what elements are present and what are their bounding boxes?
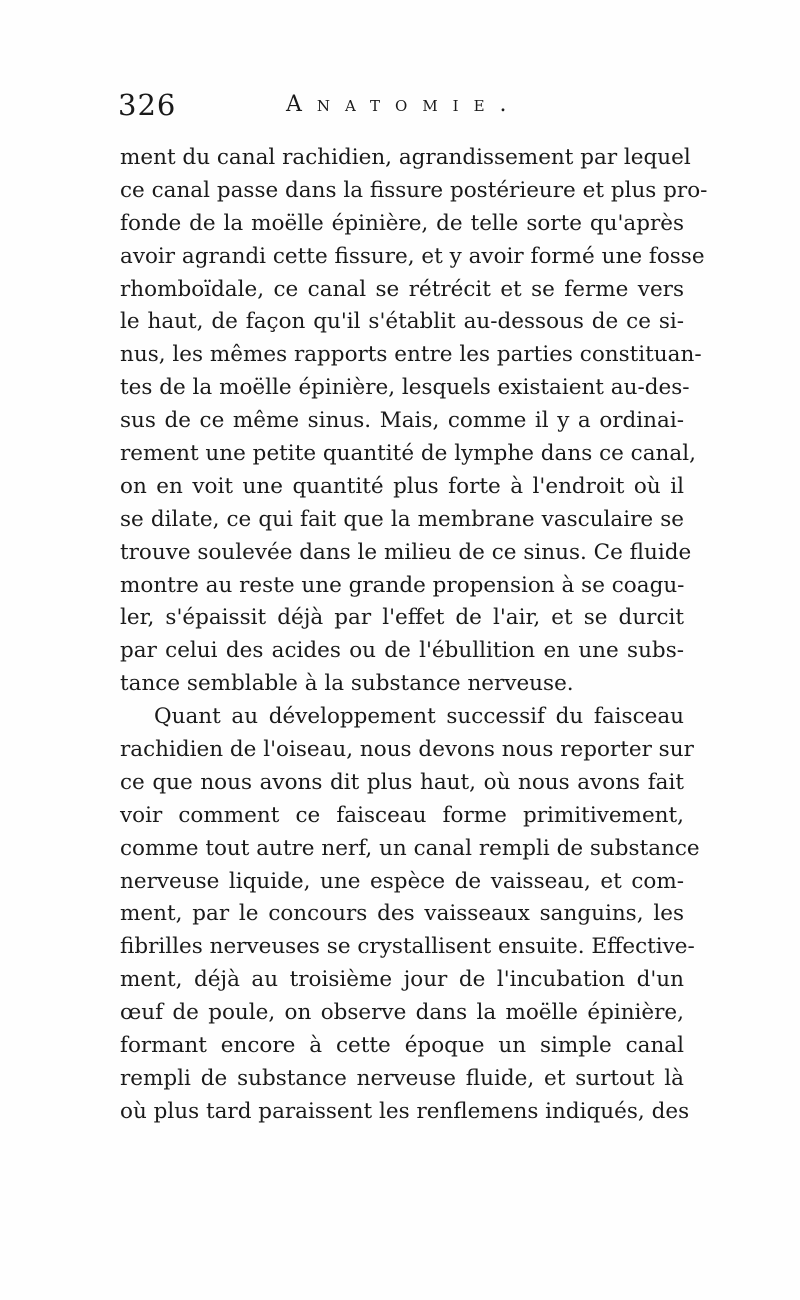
text-line: on en voit une quantité plus forte à l'endroit où il: [120, 473, 684, 499]
text-line: comme tout autre nerf, un canal rempli de substance: [120, 835, 700, 861]
text-line: nerveuse liquide, une espèce de vaisseau, et com-: [120, 868, 684, 894]
page-header: [118, 88, 678, 132]
body-text: [120, 142, 708, 1129]
text-line: ce que nous avons dit plus haut, où nous avons fait: [120, 769, 684, 795]
text-line: nus, les mêmes rapports entre les parties constituan-: [120, 342, 702, 368]
paragraph-end-line: tance semblable à la substance nerveuse.: [120, 671, 574, 697]
text-line: formant encore à cette époque un simple canal: [120, 1033, 684, 1059]
page-number: 326: [118, 88, 177, 122]
paragraph-start-line: Quant au développement successif du faisceau: [154, 704, 684, 730]
text-line: voir comment ce faisceau forme primitivement,: [120, 802, 684, 828]
text-line: œuf de poule, on observe dans la moëlle épinière,: [120, 1000, 684, 1026]
text-line: ler, s'épaissit déjà par l'effet de l'air, et se durcit: [120, 605, 684, 631]
text-line: où plus tard paraissent les renflemens indiqués, des: [120, 1098, 690, 1124]
text-line: rempli de substance nerveuse fluide, et surtout là: [120, 1065, 684, 1091]
text-line: trouve soulevée dans le milieu de ce sinus. Ce fluide: [120, 539, 692, 565]
text-line: le haut, de façon qu'il s'établit au-dessous de ce si-: [120, 309, 684, 335]
text-line: tes de la moëlle épinière, lesquels existaient au-des-: [120, 375, 690, 401]
text-line: fonde de la moëlle épinière, de telle sorte qu'après: [120, 210, 684, 236]
text-line: rachidien de l'oiseau, nous devons nous reporter sur: [120, 737, 694, 763]
text-line: se dilate, ce qui fait que la membrane vasculaire se: [120, 506, 684, 532]
text-line: par celui des acides ou de l'ébullition en une subs-: [120, 638, 684, 664]
text-line: rhomboïdale, ce canal se rétrécit et se ferme vers: [120, 276, 684, 302]
text-line: avoir agrandi cette fissure, et y avoir formé une fosse: [120, 243, 705, 269]
text-line: ment du canal rachidien, agrandissement par lequel: [120, 145, 691, 170]
text-line: ment, par le concours des vaisseaux sanguins, les: [120, 901, 684, 927]
text-line: rement une petite quantité de lymphe dans ce canal,: [120, 441, 696, 467]
text-line: ment, déjà au troisième jour de l'incubation d'un: [120, 967, 684, 993]
running-head: Anatomie.: [286, 92, 522, 117]
text-line: montre au reste une grande propension à se coagu-: [120, 572, 685, 598]
text-line: fibrilles nerveuses se crystallisent ensuite. Effective-: [120, 934, 695, 960]
text-line: ce canal passe dans la fissure postérieure et plus pro-: [120, 177, 708, 203]
text-line: sus de ce même sinus. Mais, comme il y a ordinai-: [120, 408, 684, 434]
